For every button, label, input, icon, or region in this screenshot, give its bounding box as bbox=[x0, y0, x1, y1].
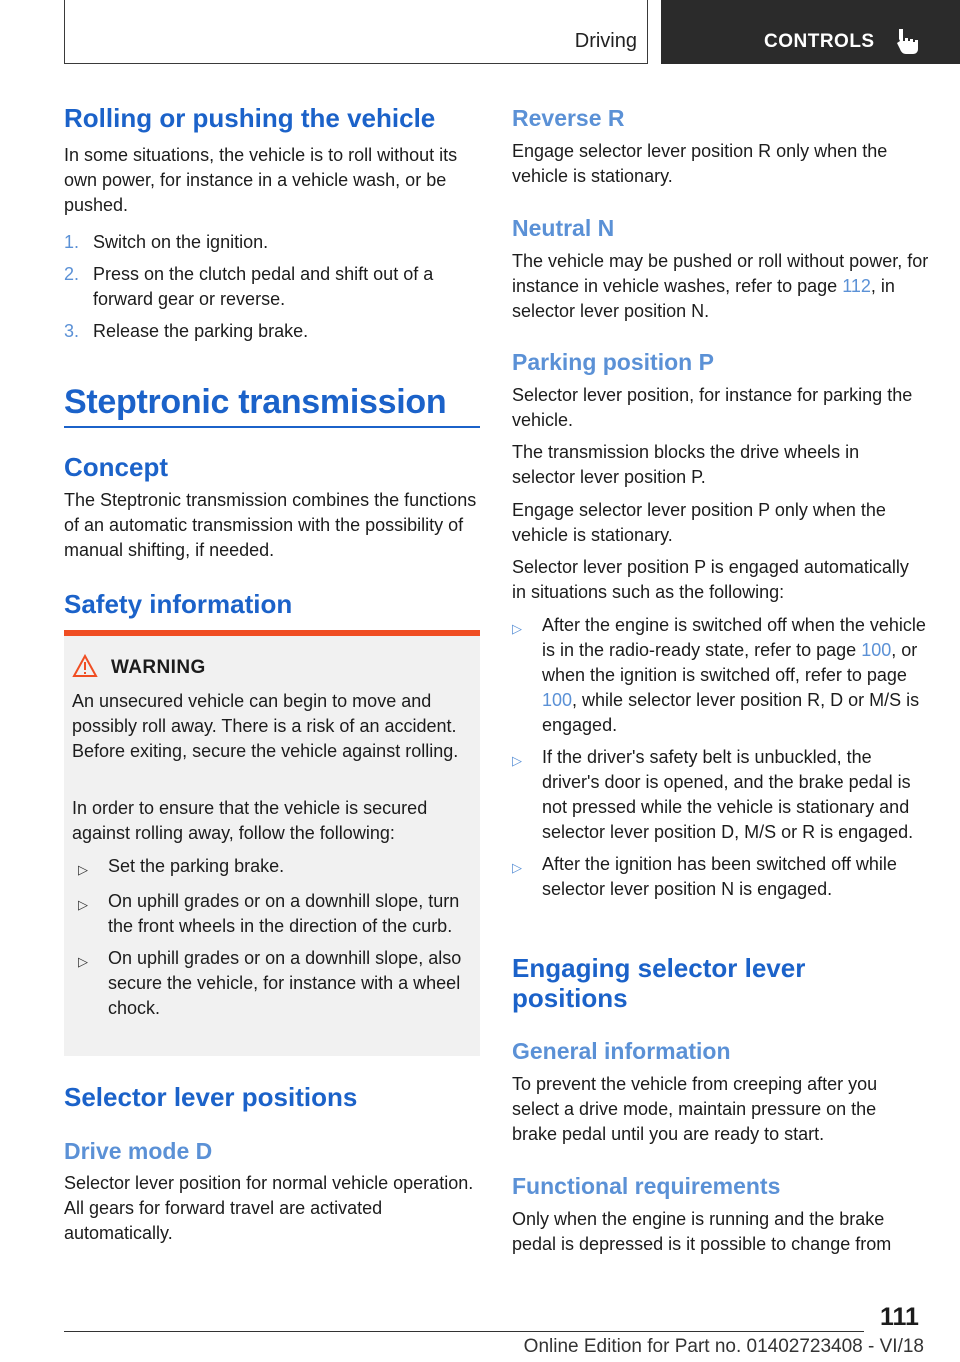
warning-label: WARNING bbox=[111, 657, 206, 678]
reverse-heading: Reverse R bbox=[512, 105, 625, 131]
general-text: To prevent the vehicle from creeping after you select a drive mode, maintain pressure on the brake pedal until you are ready to start. bbox=[512, 1074, 878, 1144]
drive-heading: Drive mode D bbox=[64, 1138, 213, 1164]
warning-bullets bbox=[78, 854, 476, 1021]
page-link[interactable]: 100 bbox=[542, 690, 573, 710]
warning-text-2: In order to ensure that the vehicle is secured against rolling away, follow the following: bbox=[72, 798, 428, 843]
footer-divider bbox=[64, 1331, 864, 1332]
bullet-triangle-icon: ▷ bbox=[78, 954, 88, 969]
neutral-text: The vehicle may be pushed or roll without power, for instance in vehicle washes, refer to page 112, in selector lever position N. bbox=[512, 251, 929, 321]
list-item: 2. Press on the clutch pedal and shift out of a forward gear or reverse. bbox=[64, 264, 434, 309]
page-link[interactable]: 112 bbox=[842, 276, 871, 296]
list-item: ▷ After the engine is switched off when the vehicle is in the radio-ready state, refer to page 100, or when the ignition is switched off, refer to page 100, while selector lever position R, D or M/S is engaged. bbox=[512, 613, 930, 738]
page-number: 111 bbox=[880, 1303, 919, 1331]
chapter-heading: Steptronic transmission bbox=[64, 383, 447, 421]
parking-text-2: The transmission blocks the drive wheels in selector lever position P. bbox=[512, 442, 860, 487]
warning-text-1: An unsecured vehicle can begin to move and possibly roll away. There is a risk of an accident. Before exiting, secure the vehicle against rolling. bbox=[72, 691, 459, 761]
parking-heading: Parking position P bbox=[512, 349, 714, 375]
drive-text: Selector lever position for normal vehicle operation. All gears for forward travel are activated automatically. bbox=[64, 1173, 474, 1243]
parking-text-3: Engage selector lever position P only when the vehicle is stationary. bbox=[512, 500, 886, 545]
neutral-heading: Neutral N bbox=[512, 215, 615, 241]
parking-bullets bbox=[512, 613, 930, 902]
chapter-tab[interactable] bbox=[661, 0, 960, 64]
list-item: ▷ On uphill grades or on a downhill slope, also secure the vehicle, for instance with a wheel chock. bbox=[78, 946, 476, 1021]
list-item: 3. Release the parking brake. bbox=[64, 321, 309, 341]
bullet-triangle-icon: ▷ bbox=[512, 621, 522, 636]
heading-underline bbox=[64, 426, 480, 428]
section-label: Driving bbox=[574, 30, 637, 52]
concept-text: The Steptronic transmission combines the functions of an automatic transmission with the possibility of manual shifting, if needed. bbox=[64, 490, 477, 560]
chapter-tab-label: CONTROLS bbox=[764, 31, 875, 52]
bullet-triangle-icon: ▷ bbox=[512, 860, 522, 875]
concept-heading: Concept bbox=[64, 452, 168, 482]
functional-text: Only when the engine is running and the brake pedal is depressed is it possible to change from bbox=[512, 1209, 892, 1254]
rolling-intro: In some situations, the vehicle is to roll without its own power, for instance in a vehicle wash, or be pushed. bbox=[64, 145, 458, 215]
parking-text-4: Selector lever position P is engaged automatically in situations such as the following: bbox=[512, 557, 909, 602]
safety-heading: Safety information bbox=[64, 589, 293, 619]
engaging-heading-line-2: positions bbox=[512, 983, 628, 1013]
functional-heading: Functional requirements bbox=[512, 1173, 781, 1199]
pointing-hand-icon bbox=[895, 27, 921, 55]
rolling-heading: Rolling or pushing the vehicle bbox=[64, 103, 436, 133]
warning-triangle-icon bbox=[72, 654, 98, 678]
parking-text-1: Selector lever position, for instance for parking the vehicle. bbox=[512, 385, 913, 430]
reverse-text: Engage selector lever position R only when the vehicle is stationary. bbox=[512, 141, 888, 186]
header-section-box bbox=[64, 0, 648, 64]
list-item: ▷ After the ignition has been switched off while selector lever position N is engaged. bbox=[512, 852, 930, 902]
list-item: 1. Switch on the ignition. bbox=[64, 232, 269, 252]
bullet-triangle-icon: ▷ bbox=[512, 753, 522, 768]
engaging-heading-line-1: Engaging selector lever bbox=[512, 953, 806, 983]
list-item: ▷ On uphill grades or on a downhill slope, turn the front wheels in the direction of the curb. bbox=[78, 889, 476, 939]
bullet-triangle-icon: ▷ bbox=[78, 862, 88, 877]
page-link[interactable]: 100 bbox=[861, 640, 892, 660]
general-heading: General information bbox=[512, 1038, 731, 1064]
list-item: ▷ Set the parking brake. bbox=[78, 854, 476, 882]
step-list bbox=[64, 230, 476, 344]
selector-heading: Selector lever positions bbox=[64, 1082, 358, 1112]
footer-edition: Online Edition for Part no. 01402723408 - VI/18 bbox=[523, 1336, 924, 1357]
bullet-triangle-icon: ▷ bbox=[78, 897, 88, 912]
list-item: ▷ If the driver's safety belt is unbuckled, the driver's door is opened, and the brake pedal is not pressed while the vehicle is stationary and selector lever position D, M/S or R is engaged. bbox=[512, 745, 930, 845]
